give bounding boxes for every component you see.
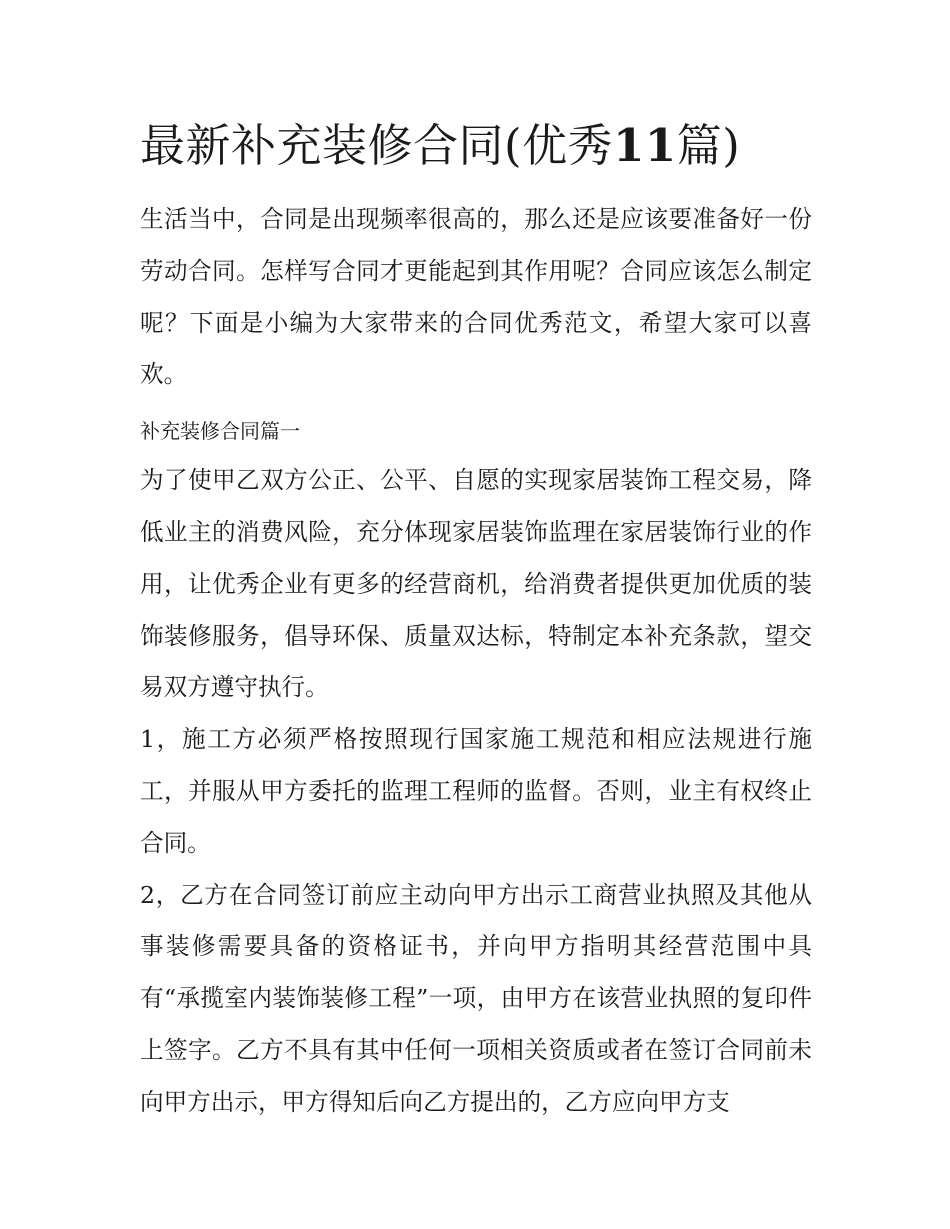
document-body xyxy=(140,194,812,1129)
document-title xyxy=(140,112,740,180)
body-paragraph-1: 为了使甲乙双方公正、公平、自愿的实现家居装饰工程交易，降低业主的消费风险，充分体现家居装饰监理在家居装饰行业的作用，让优秀企业有更多的经营商机，给消费者提供更加优质的装饰装修服务，倡导环保、质量双达标，特制定本补充条款，望交易双方遵守执行。 xyxy=(140,466,812,702)
title-text-start: 最新补充装修合同(优秀 xyxy=(140,119,614,172)
body-paragraph-2: 1，施工方必须严格按照现行国家施工规范和相应法规进行施工，并服从甲方委托的监理工程师的监督。否则，业主有权终止合同。 xyxy=(140,725,812,857)
title-text-end: 篇) xyxy=(676,119,741,172)
section-heading: 补充装修合同篇一 xyxy=(140,419,300,444)
intro-paragraph: 生活当中，合同是出现频率很高的，那么还是应该要准备好一份劳动合同。怎样写合同才更能起到其作用呢？合同应该怎么制定呢？下面是小编为大家带来的合同优秀范文，希望大家可以喜欢。 xyxy=(140,205,812,389)
body-paragraph-3: 2，乙方在合同签订前应主动向甲方出示工商营业执照及其他从事装修需要具备的资格证书，并向甲方指明其经营范围中具有“承揽室内装饰装修工程”一项，由甲方在该营业执照的复印件上签字。乙方不具有其中任何一项相关资质或者在签订合同前未向甲方出示，甲方得知后向乙方提出的，乙方应向甲方支 xyxy=(140,880,812,1116)
title-number: 11 xyxy=(613,119,677,172)
